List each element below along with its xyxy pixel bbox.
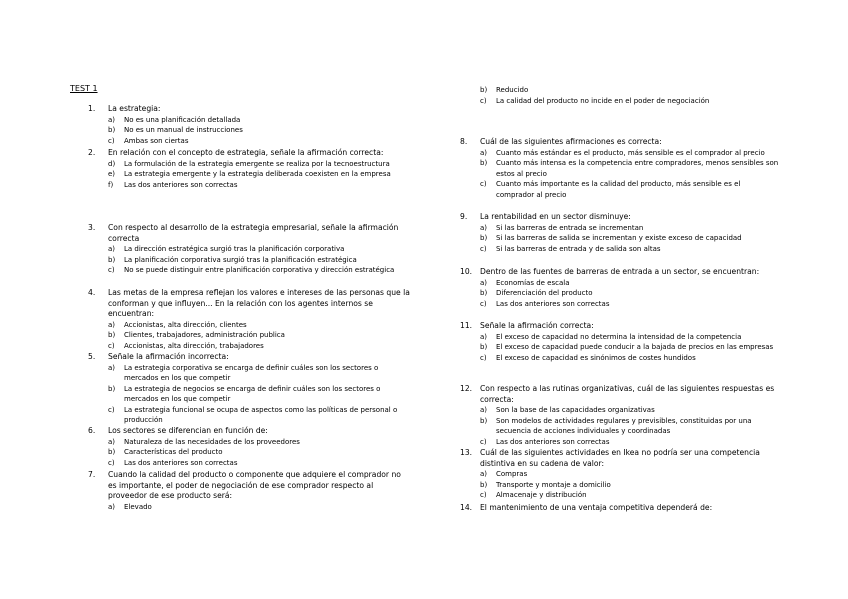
options-list	[460, 469, 780, 501]
option-letter: b)	[480, 480, 488, 489]
option-text: La estrategia corporativa se encarga de definir cuáles son los sectores o mercados en los que competir	[124, 363, 379, 382]
option-text: Cuanto más intensa es la competencia entre compradores, menos sensibles son estos al precio	[496, 159, 779, 178]
options-list	[70, 437, 410, 469]
options-list	[70, 115, 410, 147]
option-text: Transporte y montaje a domicilio	[496, 480, 611, 489]
option-letter: a)	[108, 245, 116, 253]
option-text: Ambas son ciertas	[124, 136, 189, 145]
option-letter: a)	[480, 278, 488, 287]
question-l1	[70, 104, 410, 146]
option-item	[460, 96, 780, 107]
question-7-continued	[460, 85, 780, 106]
option-letter: b)	[480, 234, 488, 242]
question-r12	[460, 384, 780, 447]
option-letter: c)	[480, 180, 487, 188]
option-letter: a)	[108, 502, 116, 511]
option-letter: b)	[108, 448, 116, 456]
option-letter: a)	[480, 406, 488, 414]
question-number: 10.	[460, 267, 473, 276]
option-item	[460, 233, 780, 244]
option-item	[460, 469, 780, 480]
option-text: Son modelos de actividades regulares y previsibles, constituidas por una secuencia de acciones individuales y coordinadas	[496, 416, 752, 435]
option-letter: b)	[480, 416, 488, 425]
option-letter: c)	[108, 136, 115, 145]
option-letter: b)	[108, 384, 116, 393]
question-number: 8.	[460, 137, 468, 146]
option-text: El exceso de capacidad no determina la intensidad de la competencia	[496, 332, 742, 341]
option-item	[70, 363, 410, 384]
options-list	[70, 159, 410, 191]
option-item	[70, 136, 410, 147]
option-letter: b)	[480, 343, 488, 351]
option-text: Las dos anteriores son correctas	[496, 299, 610, 308]
question-number: 1.	[88, 104, 96, 113]
option-text: Las dos anteriores son correctas	[496, 437, 610, 446]
question-text: La estrategia:	[108, 104, 161, 113]
option-text: Accionistas, alta dirección, clientes	[124, 320, 247, 329]
option-item	[460, 179, 780, 200]
option-letter: c)	[480, 437, 487, 446]
option-text: No es un manual de instrucciones	[124, 126, 243, 134]
question-text: El mantenimiento de una ventaja competitiva dependerá de:	[480, 503, 713, 512]
option-text: Características del producto	[124, 448, 223, 456]
option-letter: b)	[108, 126, 116, 134]
option-letter: f)	[108, 180, 114, 189]
question-l5	[70, 352, 410, 426]
question-text: Los sectores se diferencian en función de:	[108, 426, 268, 435]
option-item	[460, 480, 780, 491]
option-text: La formulación de la estrategia emergente se realiza por la tecnoestructura	[124, 159, 390, 168]
option-item	[70, 255, 410, 266]
option-text: Compras	[496, 470, 528, 478]
option-letter: c)	[480, 96, 487, 105]
question-text: Cuál de las siguientes actividades en Ikea no podría ser una competencia distintiva en su cadena de valor:	[480, 448, 760, 468]
option-letter: c)	[480, 491, 487, 499]
option-text: El exceso de capacidad puede conducir a la bajada de precios en las empresas	[496, 343, 774, 351]
option-text: Clientes, trabajadores, administración publica	[124, 331, 285, 339]
question-l6	[70, 426, 410, 468]
question-text: Las metas de la empresa reflejan los valores e intereses de las personas que la conforman y que influyen... En la relación con los agentes internos se encuentran:	[108, 288, 410, 318]
question-text: La rentabilidad en un sector disminuye:	[480, 212, 631, 221]
option-text: Las dos anteriores son correctas	[124, 458, 238, 467]
option-item	[460, 288, 780, 299]
option-item	[70, 265, 410, 276]
question-number: 7.	[88, 470, 96, 479]
option-letter: a)	[108, 115, 116, 124]
options-list	[460, 332, 780, 364]
option-letter: a)	[108, 320, 116, 329]
option-item	[70, 125, 410, 136]
option-letter: b)	[480, 159, 488, 167]
option-text: Las dos anteriores son correctas	[124, 180, 238, 189]
question-text: Cuál de las siguientes afirmaciones es correcta:	[480, 137, 662, 146]
option-item	[70, 180, 410, 191]
question-text: Señale la afirmación incorrecta:	[108, 352, 229, 361]
option-item	[460, 299, 780, 310]
question-l3	[70, 223, 410, 276]
option-text: La estrategia de negocios se encarga de definir cuáles son los sectores o mercados en los que competir	[124, 384, 381, 403]
question-number: 5.	[88, 352, 96, 361]
options-list	[460, 85, 780, 106]
option-text: La planificación corporativa surgió tras la planificación estratégica	[124, 255, 357, 264]
question-text: Con respecto a las rutinas organizativas, cuál de las siguientes respuestas es correcta:	[480, 384, 775, 404]
test-title: TEST 1	[70, 84, 98, 93]
option-item	[460, 332, 780, 343]
option-text: Accionistas, alta dirección, trabajadores	[124, 341, 264, 350]
option-text: Son la base de las capacidades organizativas	[496, 406, 655, 414]
question-r13	[460, 448, 780, 501]
option-item	[70, 159, 410, 170]
question-r14	[460, 503, 780, 514]
option-letter: a)	[480, 223, 488, 232]
option-text: Almacenaje y distribución	[496, 491, 587, 499]
option-letter: c)	[480, 299, 487, 308]
question-number: 2.	[88, 148, 96, 157]
question-number: 13.	[460, 448, 473, 457]
options-list	[460, 223, 780, 255]
option-text: No es una planificación detallada	[124, 115, 241, 124]
option-item	[460, 278, 780, 289]
option-text: La calidad del producto no incide en el poder de negociación	[496, 96, 710, 105]
options-list	[70, 244, 410, 276]
option-item	[70, 447, 410, 458]
option-letter: b)	[108, 255, 116, 264]
question-number: 9.	[460, 212, 468, 221]
option-letter: a)	[480, 148, 488, 157]
option-item	[70, 502, 410, 513]
option-text: Naturaleza de las necesidades de los proveedores	[124, 437, 300, 446]
question-r11	[460, 321, 780, 363]
question-l2	[70, 148, 410, 190]
option-letter: c)	[108, 458, 115, 467]
option-item	[70, 244, 410, 255]
question-r9	[460, 212, 780, 254]
option-item	[70, 384, 410, 405]
option-letter: c)	[108, 266, 115, 274]
option-text: Economías de escala	[496, 278, 570, 287]
option-text: No se puede distinguir entre planificación corporativa y dirección estratégica	[124, 266, 395, 274]
option-letter: a)	[480, 470, 488, 478]
question-text: En relación con el concepto de estrategia, señale la afirmación correcta:	[108, 148, 384, 157]
option-item	[460, 437, 780, 448]
option-letter: b)	[108, 331, 116, 339]
option-item	[460, 342, 780, 353]
option-item	[70, 458, 410, 469]
question-number: 14.	[460, 503, 473, 512]
options-list	[460, 405, 780, 447]
option-item	[460, 158, 780, 179]
options-list	[70, 502, 410, 513]
question-text: Señale la afirmación correcta:	[480, 321, 594, 330]
question-number: 3.	[88, 223, 96, 232]
option-item	[460, 353, 780, 364]
option-item	[70, 115, 410, 126]
option-letter: e)	[108, 170, 116, 178]
option-letter: d)	[108, 159, 116, 168]
options-list	[460, 148, 780, 201]
option-letter: c)	[480, 244, 487, 253]
option-item	[70, 330, 410, 341]
option-letter: c)	[480, 353, 487, 362]
question-number: 12.	[460, 384, 473, 393]
options-list	[460, 278, 780, 310]
option-item	[70, 169, 410, 180]
option-text: Cuanto más importante es la calidad del producto, más sensible es el comprador al precio	[496, 180, 741, 199]
question-text: Dentro de las fuentes de barreras de entrada a un sector, se encuentran:	[480, 267, 760, 276]
option-item	[460, 490, 780, 501]
option-item	[70, 341, 410, 352]
option-text: Cuanto más estándar es el producto, más sensible es el comprador al precio	[496, 148, 765, 157]
options-list	[70, 320, 410, 352]
option-letter: c)	[108, 341, 115, 350]
option-text: Reducido	[496, 86, 529, 94]
option-text: El exceso de capacidad es sinónimos de costes hundidos	[496, 353, 696, 362]
option-item	[460, 223, 780, 234]
option-text: Si las barreras de entrada y de salida son altas	[496, 244, 661, 253]
option-item	[460, 405, 780, 416]
question-number: 6.	[88, 426, 96, 435]
option-letter: b)	[480, 289, 488, 297]
options-list	[70, 363, 410, 426]
option-item	[70, 437, 410, 448]
question-l4	[70, 288, 410, 351]
question-text: Cuando la calidad del producto o componente que adquiere el comprador no es importante, el poder de negociación de ese comprador respecto al proveedor de ese producto será:	[108, 470, 401, 500]
question-r10	[460, 267, 780, 309]
option-letter: c)	[108, 405, 115, 414]
question-l7	[70, 470, 410, 512]
option-letter: a)	[108, 363, 116, 372]
option-item	[70, 320, 410, 331]
option-letter: a)	[108, 437, 116, 446]
option-text: Elevado	[124, 502, 152, 511]
question-text: Con respecto al desarrollo de la estrategia empresarial, señale la afirmación correcta	[108, 223, 399, 243]
option-item	[460, 416, 780, 437]
option-text: La estrategia funcional se ocupa de aspectos como las políticas de personal o producción	[124, 405, 398, 424]
option-text: Si las barreras de entrada se incrementan	[496, 223, 644, 232]
option-item	[460, 148, 780, 159]
option-text: La estrategia emergente y la estrategia deliberada coexisten en la empresa	[124, 170, 391, 178]
question-number: 11.	[460, 321, 473, 330]
option-text: Diferenciación del producto	[496, 289, 593, 297]
option-letter: b)	[480, 86, 488, 94]
option-item	[460, 244, 780, 255]
question-number: 4.	[88, 288, 96, 297]
question-r8	[460, 137, 780, 200]
option-letter: a)	[480, 332, 488, 341]
option-item	[70, 405, 410, 426]
option-text: Si las barreras de salida se incrementan y existe exceso de capacidad	[496, 234, 742, 242]
option-item	[460, 85, 780, 96]
option-text: La dirección estratégica surgió tras la planificación corporativa	[124, 245, 345, 253]
